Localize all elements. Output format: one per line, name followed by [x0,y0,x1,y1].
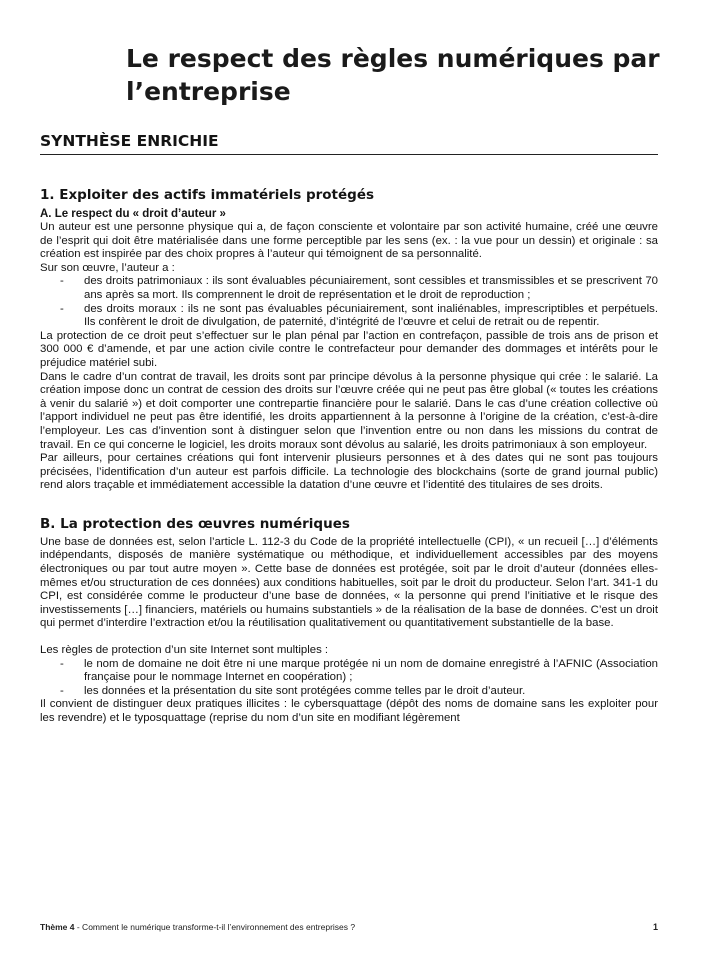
paragraph: La protection de ce droit peut s’effectuer sur le plan pénal par l’action en contrefaçon, passible de trois ans de prison et 300 000 € d’amende, et par une action civile contre le contrefacteur pour demander des dommages et intérêts pour le préjudice matériel subi. [40,329,658,369]
list-item [40,275,658,302]
paragraph: Dans le cadre d’un contrat de travail, les droits sont par principe dévolus à la personne physique qui crée : le salarié. La création impose donc un contrat de cession des droits sur l’œuvre créée qui ne peut pas être global (« toutes les créations à venir du salarié ») et doit comporter une contrepartie financière pour le salarié. Dans le cas d’une création collective où l’apport individuel ne peut pas être identifié, les droits appartiennent à la personne à l’origine de la création, c’est-à-dire l’employeur. Les cas d’invention sont à distinguer selon que l’invention entre ou non dans les missions du contrat de travail. En ce qui concerne le logiciel, les droits moraux sont dévolus au salarié, les droits patrimoniaux à son employeur. [40,370,658,451]
paragraph: Une base de données est, selon l’article L. 112-3 du Code de la propriété intellectuelle (CPI), « un recueil […] d’éléments indépendants, disposés de manière systématique ou méthodique, et individuellement accessibles par des moyens électroniques ou par tout autre moyen ». Cette base de données est protégée, soit par le droit d’auteur (données elles-mêmes et/ou structuration de ces données) aux conditions habituelles, soit par le droit du producteur. Selon l’art. 341-1 du CPI, est considérée comme le producteur d’une base de données, « la personne qui prend l’initiative et le risque des investissements […] financiers, matériels ou humains substantiels » de la réalisation de la base de données. C’est un droit qui permet d’interdire l’extraction et/ou la réutilisation qualitativement ou quantitativement substantielle de la base. [40,535,658,630]
list-item-text: des droits patrimoniaux : ils sont évaluables pécuniairement, sont cessibles et transmissibles et se prescrivent 70 ans après sa mort. Ils comprennent le droit de représentation et le droit de reproduction ; [84,275,658,301]
list-item [40,303,658,330]
paragraph: Sur son œuvre, l’auteur a : [40,261,175,274]
paragraph: Un auteur est une personne physique qui a, de façon consciente et volontaire par son activité humaine, créé une œuvre de l’esprit qui doit être matérialisée dans une forme perceptible par les sens (ex. : la vue pour un dessin) et originale : sa création est inspirée par des choix propres à l’auteur qui témoignent de sa personnalité. [40,221,658,261]
page-number: 1 [652,922,658,932]
list-dash: - [60,275,64,288]
list-dash: - [60,684,64,697]
list-dash: - [60,302,64,315]
list-item-text: le nom de domaine ne doit être ni une marque protégée ni un nom de domaine enregistré à l’AFNIC (Association française pour le nommage Internet en coopération) ; [84,657,658,684]
list-item [40,685,658,699]
paragraph: Les règles de protection d’un site Internet sont multiples : [40,644,329,657]
footer-theme: Thème 4 [40,922,75,932]
document-body [40,186,658,726]
paragraph: Il convient de distinguer deux pratiques illicites : le cybersquattage (dépôt des noms de domaine sans les exploiter pour les revendre) et le typosquattage (reprise du nom d’un site en modifiant légèrement [40,698,658,724]
website-rules-list [40,658,658,699]
rights-list [40,275,658,329]
list-item [40,658,658,685]
synthese-heading: SYNTHÈSE ENRICHIE [40,130,658,155]
page-title: Le respect des règles numériques par l’entreprise [126,44,660,106]
footer-text: - Comment le numérique transforme-t-il l’environnement des entreprises ? [74,922,356,932]
page-footer [40,922,658,933]
paragraph: Par ailleurs, pour certaines créations qui font intervenir plusieurs personnes et à des dates qui ne sont pas toujours précisées, l’identification d’un auteur est parfois difficile. La technologie des blockchains (sorte de grand journal public) rend alors traçable et immédiatement accessible la datation d’une œuvre et l’identité des titulaires de ses droits. [40,452,658,492]
subsection-a-heading: A. Le respect du « droit d’auteur » [40,208,226,220]
list-dash: - [60,657,64,670]
subsection-b-heading: B. La protection des œuvres numériques [40,515,350,532]
list-item-text: les données et la présentation du site sont protégées comme telles par le droit d’auteur. [84,684,526,697]
section-1-heading: 1. Exploiter des actifs immatériels protégés [40,187,375,203]
list-item-text: des droits moraux : ils ne sont pas évaluables pécuniairement, sont inaliénables, imprescriptibles et perpétuels. Ils confèrent le droit de divulgation, de paternité, d’intégrité de l’œuvre et celui de retrait ou de repentir. [84,302,658,329]
